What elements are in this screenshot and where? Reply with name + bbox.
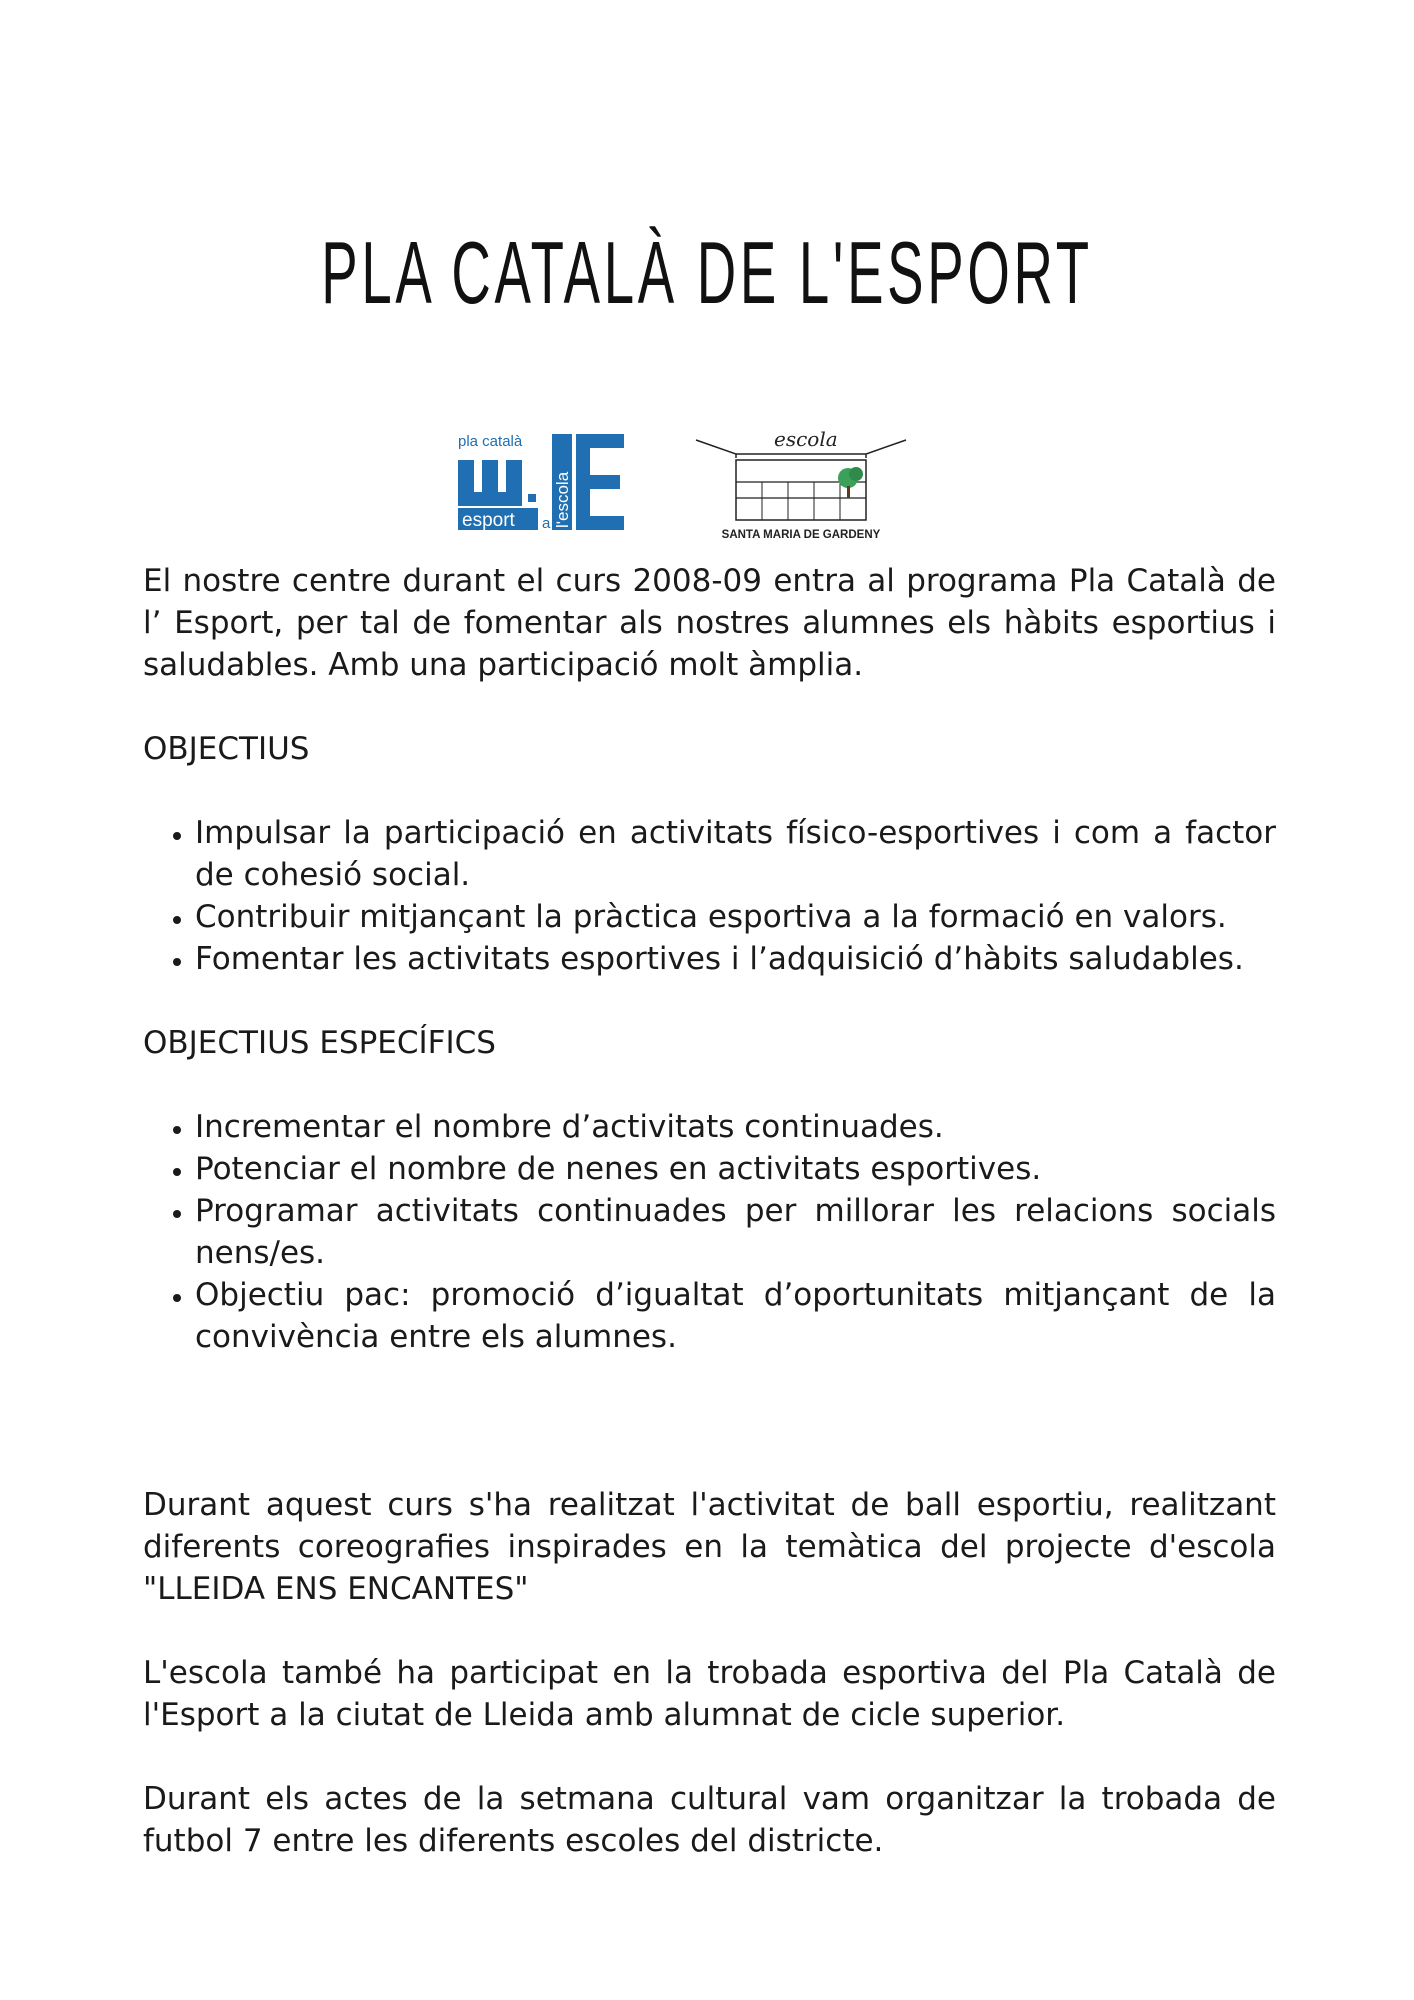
- intro-paragraph: El nostre centre durant el curs 2008-09 entra al programa Pla Català de l’ Esport, per tal de fomentar als nostres alumnes els hàbits esportius i saludables. Amb una participació molt àmplia.: [143, 563, 1276, 683]
- objectives-heading: OBJECTIUS: [143, 731, 310, 767]
- pla-catala-esport-logo: [456, 430, 632, 542]
- logo-school-name: SANTA MARIA DE GARDENY: [721, 529, 881, 541]
- page-title: PLA CATALÀ DE L'ESPORT: [321, 223, 1093, 322]
- logos-row: [0, 420, 1414, 540]
- list-item: • Programar activitats continuades per millorar les relacions socials nens/es.: [195, 1190, 1276, 1274]
- specific-objectives-list: [143, 1106, 1276, 1358]
- objectives-list: [143, 812, 1276, 980]
- list-item: • Impulsar la participació en activitats físico-esportives i com a factor de cohesió social.: [195, 812, 1276, 896]
- logo-we-bottom-text: esport: [462, 510, 515, 531]
- trobada-paragraph: L'escola també ha participat en la trobada esportiva del Pla Català de l'Esport a la ciutat de Lleida amb alumnat de cicle superior.: [143, 1655, 1276, 1733]
- logo-school-script: escola: [774, 427, 838, 451]
- logo-we-side-text: l'escola: [553, 471, 572, 528]
- specific-objectives-heading: OBJECTIUS ESPECÍFICS: [143, 1025, 496, 1061]
- santa-maria-gardeny-logo: [692, 420, 910, 542]
- ball-esportiu-paragraph: Durant aquest curs s'ha realitzat l'activitat de ball esportiu, realitzant diferents coreografies inspirades en la temàtica del projecte d'escola "LLEIDA ENS ENCANTES": [143, 1487, 1276, 1607]
- main-content: [143, 560, 1276, 1862]
- list-item: • Objectiu pac: promoció d’igualtat d’oportunitats mitjançant de la convivència entre els alumnes.: [195, 1274, 1276, 1358]
- list-item: • Potenciar el nombre de nenes en activitats esportives.: [195, 1148, 1276, 1190]
- logo-we-a-text: a: [542, 515, 551, 532]
- list-item: • Contribuir mitjançant la pràctica esportiva a la formació en valors.: [195, 896, 1276, 938]
- list-item: • Incrementar el nombre d’activitats continuades.: [195, 1106, 1276, 1148]
- setmana-cultural-paragraph: Durant els actes de la setmana cultural vam organitzar la trobada de futbol 7 entre les diferents escoles del districte.: [143, 1781, 1276, 1859]
- list-item: • Fomentar les activitats esportives i l’adquisició d’hàbits saludables.: [195, 938, 1276, 980]
- logo-we-top-text: pla català: [458, 433, 523, 450]
